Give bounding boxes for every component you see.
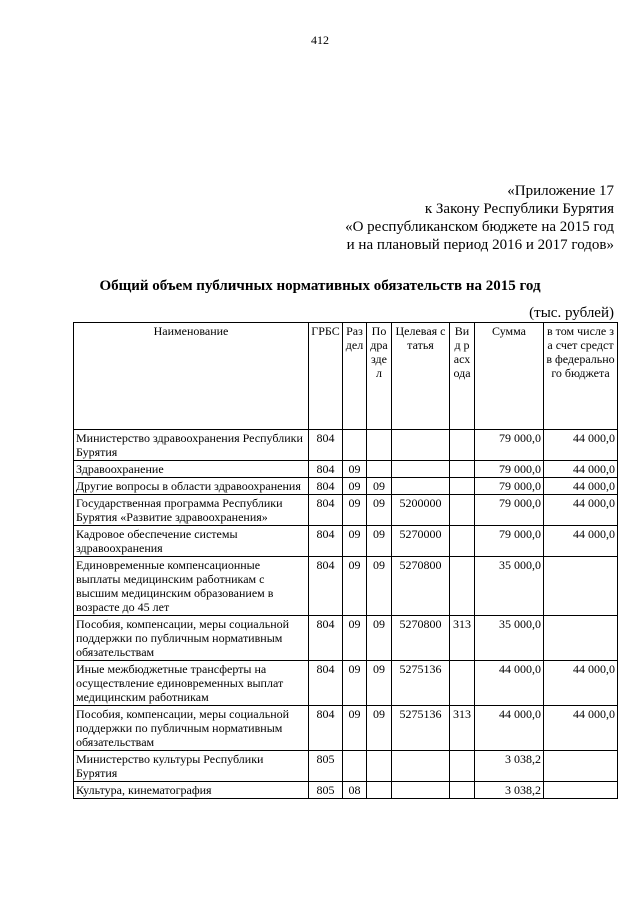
header-grbs: ГРБС xyxy=(309,323,343,430)
cell-target: 5200000 xyxy=(392,495,450,526)
cell-sum: 3 038,2 xyxy=(475,782,544,799)
cell-razdel: 09 xyxy=(343,661,367,706)
cell-razdel: 09 xyxy=(343,495,367,526)
cell-podrazdel xyxy=(367,461,392,478)
cell-target: 5275136 xyxy=(392,661,450,706)
table-row xyxy=(74,616,618,661)
table-header-row xyxy=(74,323,618,430)
cell-vid xyxy=(450,430,475,461)
cell-target xyxy=(392,751,450,782)
cell-grbs: 804 xyxy=(309,661,343,706)
cell-podrazdel: 09 xyxy=(367,661,392,706)
cell-grbs: 804 xyxy=(309,616,343,661)
table-row xyxy=(74,751,618,782)
units-label: (тыс. рублей) xyxy=(529,305,614,321)
cell-federal: 44 000,0 xyxy=(544,526,618,557)
table-row xyxy=(74,526,618,557)
cell-federal xyxy=(544,751,618,782)
document-title: Общий объем публичных нормативных обязательств на 2015 год xyxy=(99,278,541,294)
cell-federal: 44 000,0 xyxy=(544,495,618,526)
cell-podrazdel: 09 xyxy=(367,557,392,616)
cell-razdel: 09 xyxy=(343,526,367,557)
table-row xyxy=(74,706,618,751)
cell-razdel: 09 xyxy=(343,461,367,478)
cell-grbs: 804 xyxy=(309,557,343,616)
cell-target xyxy=(392,782,450,799)
cell-vid xyxy=(450,557,475,616)
header-name: Наименование xyxy=(74,323,309,430)
cell-name: Пособия, компенсации, меры социальной поддержки по публичным нормативным обязательствам xyxy=(74,706,309,751)
cell-name: Кадровое обеспечение системы здравоохранения xyxy=(74,526,309,557)
header-target: Целевая статья xyxy=(392,323,450,430)
cell-razdel: 09 xyxy=(343,478,367,495)
cell-podrazdel: 09 xyxy=(367,706,392,751)
header-vid: Вид расхода xyxy=(450,323,475,430)
cell-target xyxy=(392,478,450,495)
cell-grbs: 805 xyxy=(309,751,343,782)
appendix-line-3: «О республиканском бюджете на 2015 год xyxy=(345,219,614,235)
table-row xyxy=(74,782,618,799)
cell-name: Министерство здравоохранения Республики Бурятия xyxy=(74,430,309,461)
cell-grbs: 804 xyxy=(309,526,343,557)
cell-vid xyxy=(450,461,475,478)
cell-sum: 44 000,0 xyxy=(475,706,544,751)
cell-federal: 44 000,0 xyxy=(544,478,618,495)
cell-podrazdel: 09 xyxy=(367,478,392,495)
table-row xyxy=(74,478,618,495)
cell-federal: 44 000,0 xyxy=(544,706,618,751)
cell-sum: 79 000,0 xyxy=(475,478,544,495)
cell-grbs: 804 xyxy=(309,478,343,495)
cell-vid xyxy=(450,495,475,526)
appendix-line-2: к Закону Республики Бурятия xyxy=(424,201,614,217)
cell-podrazdel: 09 xyxy=(367,495,392,526)
table-row xyxy=(74,661,618,706)
cell-vid xyxy=(450,751,475,782)
cell-target: 5275136 xyxy=(392,706,450,751)
header-federal: в том числе за счет средств федерального бюджета xyxy=(544,323,618,430)
cell-grbs: 804 xyxy=(309,461,343,478)
cell-name: Государственная программа Республики Бурятия «Развитие здравоохранения» xyxy=(74,495,309,526)
cell-grbs: 804 xyxy=(309,495,343,526)
cell-name: Единовременные компенсационные выплаты медицинским работникам с высшим медицинским образованием в возрасте до 45 лет xyxy=(74,557,309,616)
cell-vid: 313 xyxy=(450,616,475,661)
appendix-header xyxy=(345,182,614,254)
cell-federal xyxy=(544,782,618,799)
cell-target: 5270800 xyxy=(392,557,450,616)
page-number: 412 xyxy=(311,33,329,47)
cell-grbs: 804 xyxy=(309,706,343,751)
cell-razdel xyxy=(343,751,367,782)
appendix-line-1: «Приложение 17 xyxy=(507,183,614,199)
cell-federal xyxy=(544,557,618,616)
cell-sum: 44 000,0 xyxy=(475,661,544,706)
cell-razdel: 09 xyxy=(343,616,367,661)
table-row xyxy=(74,557,618,616)
cell-podrazdel xyxy=(367,782,392,799)
table-row xyxy=(74,495,618,526)
cell-vid: 313 xyxy=(450,706,475,751)
cell-grbs: 804 xyxy=(309,430,343,461)
table-row xyxy=(74,461,618,478)
cell-sum: 3 038,2 xyxy=(475,751,544,782)
obligations-table xyxy=(73,322,618,799)
cell-razdel xyxy=(343,430,367,461)
cell-sum: 35 000,0 xyxy=(475,557,544,616)
cell-federal: 44 000,0 xyxy=(544,461,618,478)
cell-name: Здравоохранение xyxy=(74,461,309,478)
cell-razdel: 08 xyxy=(343,782,367,799)
appendix-line-4: и на плановый период 2016 и 2017 годов» xyxy=(346,237,614,253)
cell-target: 5270000 xyxy=(392,526,450,557)
cell-name: Иные межбюджетные трансферты на осуществление единовременных выплат медицинским работникам xyxy=(74,661,309,706)
cell-podrazdel xyxy=(367,751,392,782)
header-sum: Сумма xyxy=(475,323,544,430)
cell-podrazdel xyxy=(367,430,392,461)
cell-sum: 35 000,0 xyxy=(475,616,544,661)
cell-vid xyxy=(450,478,475,495)
cell-name: Другие вопросы в области здравоохранения xyxy=(74,478,309,495)
table-body xyxy=(74,430,618,799)
cell-federal: 44 000,0 xyxy=(544,430,618,461)
cell-podrazdel: 09 xyxy=(367,526,392,557)
cell-podrazdel: 09 xyxy=(367,616,392,661)
cell-vid xyxy=(450,782,475,799)
cell-name: Министерство культуры Республики Бурятия xyxy=(74,751,309,782)
cell-razdel: 09 xyxy=(343,557,367,616)
cell-grbs: 805 xyxy=(309,782,343,799)
cell-target xyxy=(392,461,450,478)
cell-sum: 79 000,0 xyxy=(475,461,544,478)
cell-vid xyxy=(450,526,475,557)
cell-sum: 79 000,0 xyxy=(475,495,544,526)
cell-name: Культура, кинематография xyxy=(74,782,309,799)
cell-razdel: 09 xyxy=(343,706,367,751)
table-row xyxy=(74,430,618,461)
cell-target: 5270800 xyxy=(392,616,450,661)
cell-federal xyxy=(544,616,618,661)
cell-sum: 79 000,0 xyxy=(475,526,544,557)
cell-name: Пособия, компенсации, меры социальной поддержки по публичным нормативным обязательствам xyxy=(74,616,309,661)
header-razdel: Раздел xyxy=(343,323,367,430)
cell-target xyxy=(392,430,450,461)
cell-vid xyxy=(450,661,475,706)
cell-sum: 79 000,0 xyxy=(475,430,544,461)
cell-federal: 44 000,0 xyxy=(544,661,618,706)
header-podrazdel: Подраздел xyxy=(367,323,392,430)
